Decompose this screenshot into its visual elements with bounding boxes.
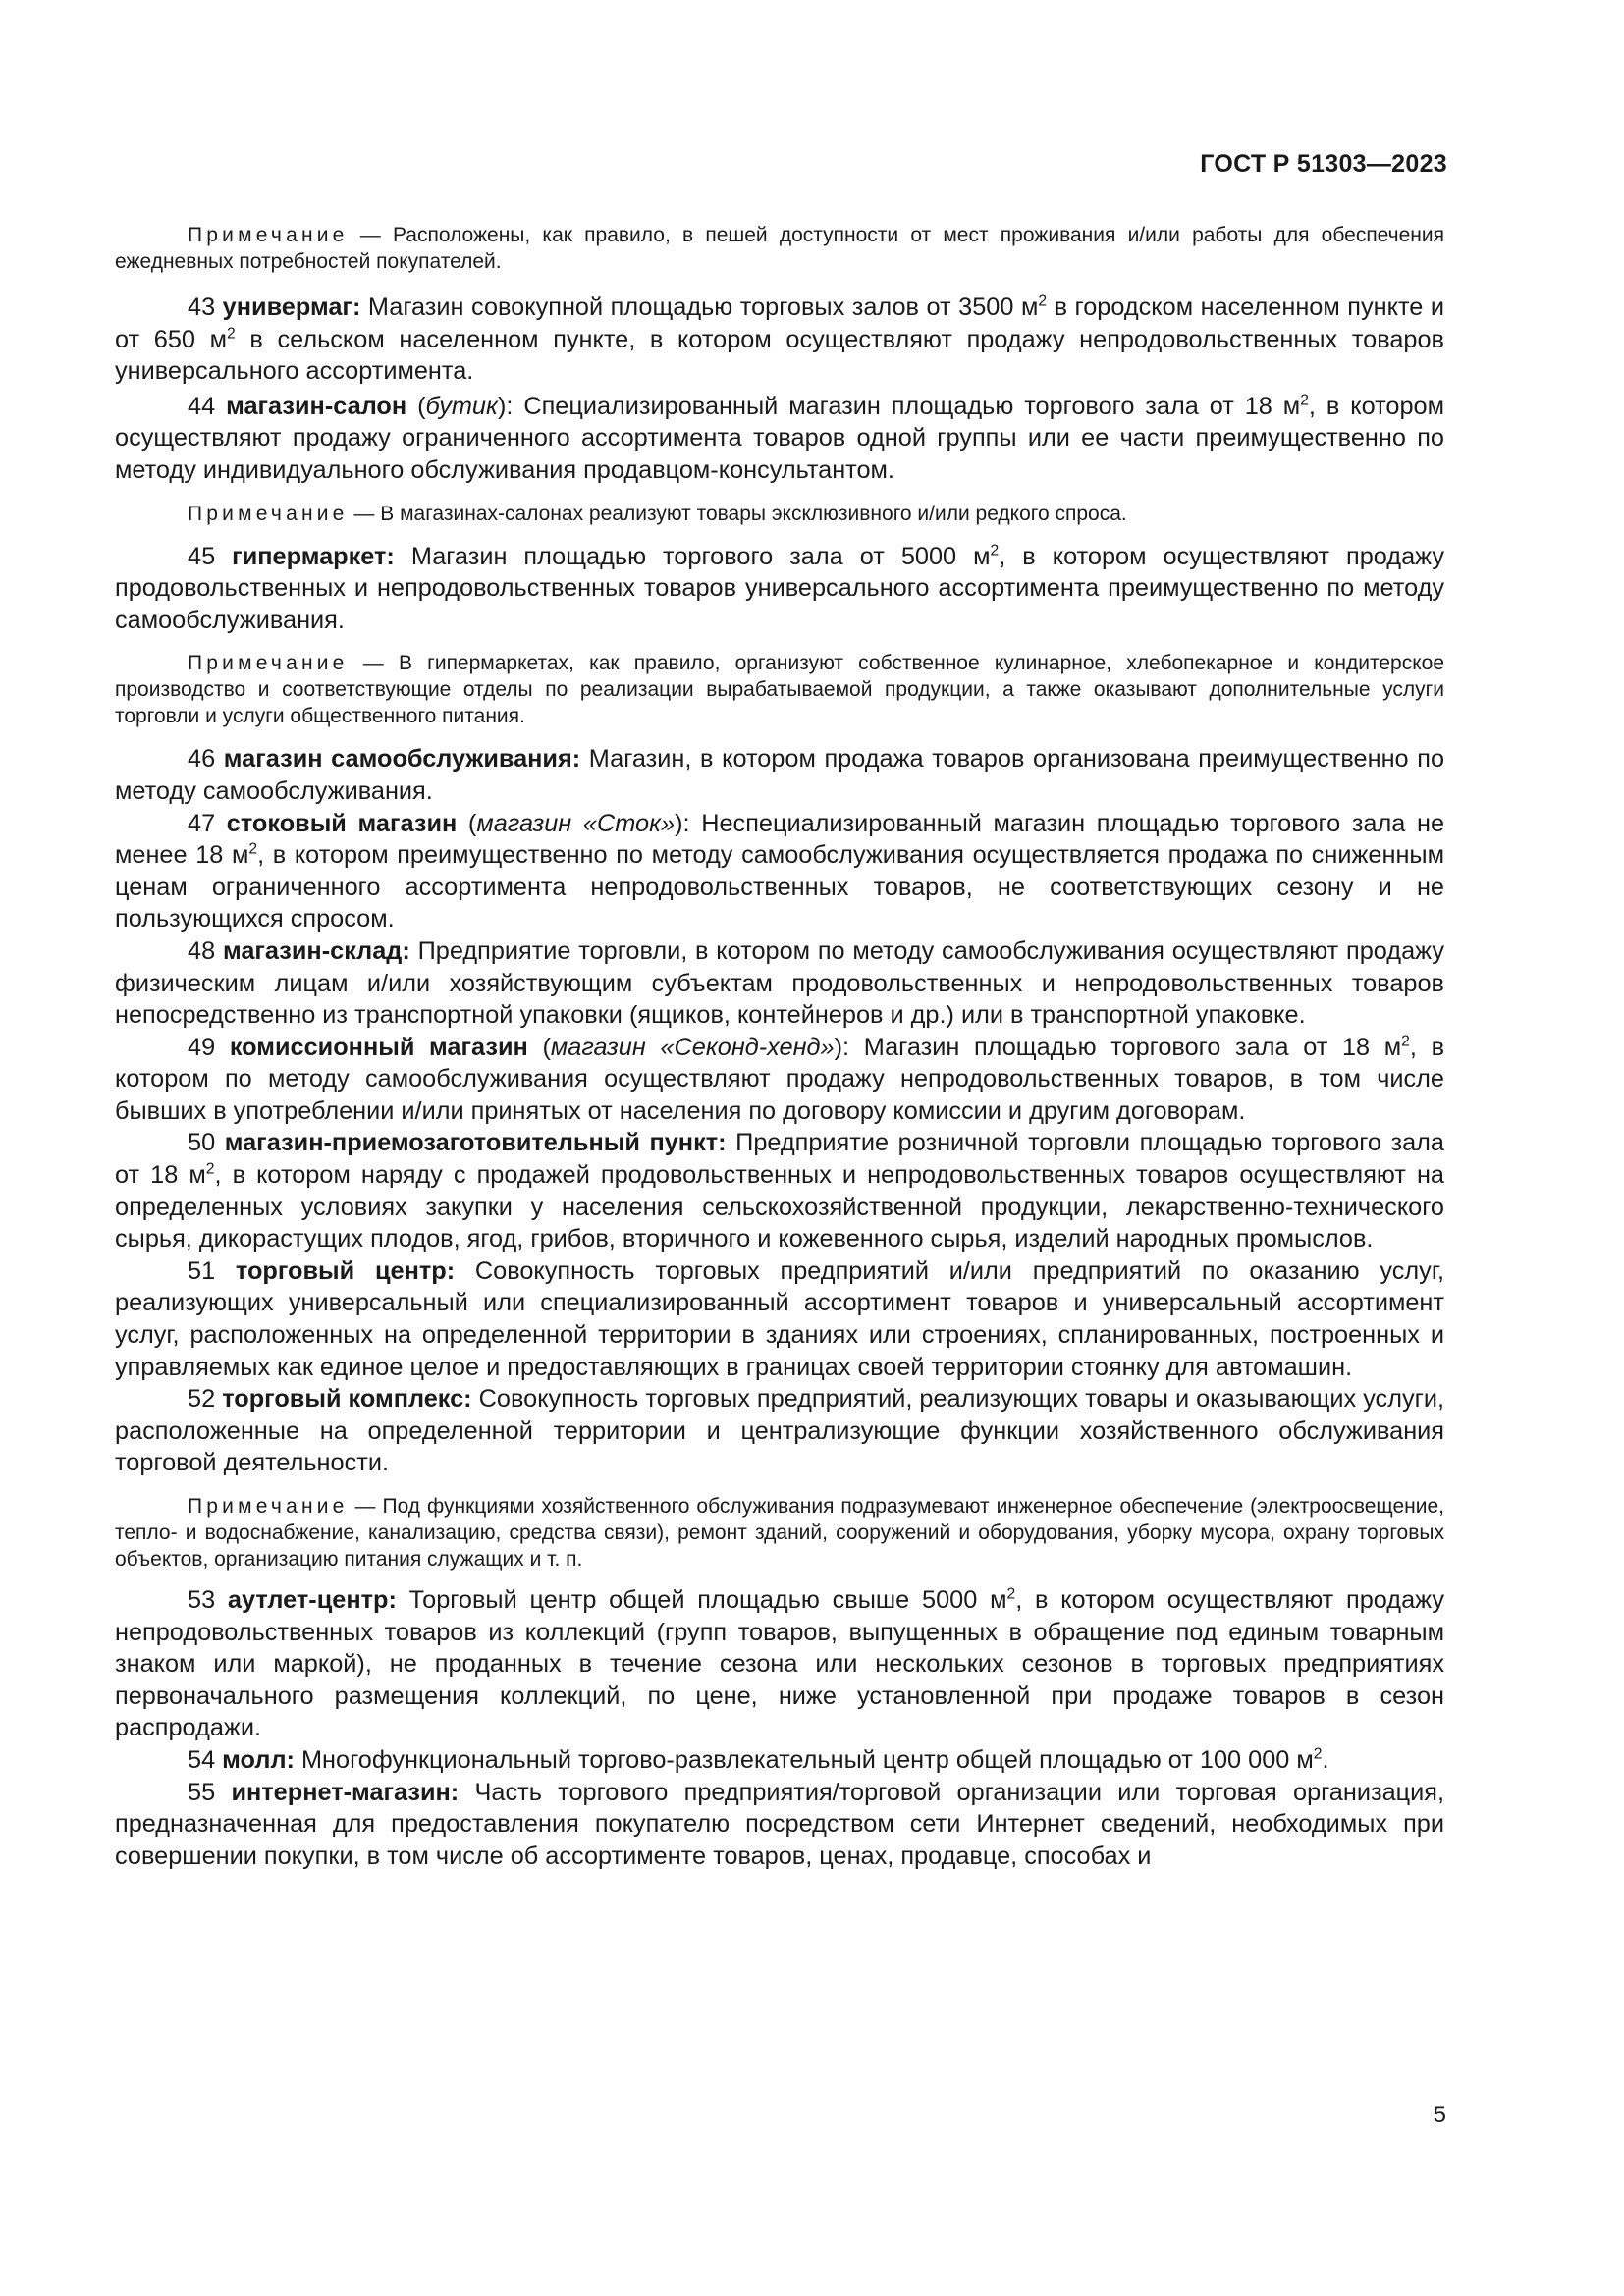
note-label: Примечание [188,224,349,246]
note-label: Примечание [188,1495,349,1518]
page-number: 5 [1433,2102,1446,2128]
term: стоковый магазин [226,809,458,837]
term: интернет-магазин: [231,1778,460,1806]
document-body [115,222,1444,1872]
term-entry-47: 47 стоковый магазин (магазин «Сток»): Неспециализированный магазин площадью торгового зала не менее 18 $м^2$, в котором преимущественно по методу самообслуживания осуществляется продажа по сниженным ценам ограниченного ассортимента непродовольственных товаров, не соответствующих сезону и не пользующихся спросом. [115,809,1445,934]
term: комиссионный магазин [229,1033,528,1061]
term-entry-49: 49 комиссионный магазин (магазин «Секонд-хенд»): Магазин площадью торгового зала от 18 $м^2$, в котором по методу самообслуживания осуществляют продажу непродовольственных товаров, в том числе бывших в употреблении и/или принятых от населения по договору комиссии и другим договорам. [115,1032,1445,1125]
term-entry-44: 44 магазин-салон (бутик): Специализированный магазин площадью торгового зала от 18 $м^2$, в котором осуществляют продажу ограниченного ассортимента товаров одной группы или ее части преимущественно по методу индивидуального обслуживания продавцом-консультантом. [115,392,1444,484]
term: магазин-приемозаготовительный пункт: [224,1129,727,1157]
term-entry-51: 51 торговый центр: Совокупность торговых предприятий и/или предприятий по оказанию услуг, реализующих универсальный или специализированный ассортимент товаров и универсальный ассортимент услуг, расположенных на определенной территории в зданиях или строениях, спланированных, построенных и управляемых как единое целое и предоставляющих в границах своей территории стоянку для автомашин. [115,1256,1444,1381]
term-entry-54: 54 молл: Многофункциональный торгово-развлекательный центр общей площадью от 100 000 $м^2$. [188,1745,1329,1774]
term: магазин-салон [226,392,407,420]
note-52: Примечание — Под функциями хозяйственного обслуживания подразумевают инженерное обеспечение (электроосвещение, тепло- и водоснабжение, канализацию, средства связи), ремонт зданий, сооружений и оборудования, уборку мусора, охрану торговых объектов, организацию питания служащих и т. п. [115,1495,1444,1571]
term-entry-52: 52 торговый комплекс: Совокупность торговых предприятий, реализующих товары и оказывающих услуги, расположенные на определенной территории и централизующие функции хозяйственного обслуживания торговой деятельности. [115,1385,1445,1477]
term-entry-48: 48 магазин-склад: Предприятие торговли, в котором по методу самообслуживания осуществляют продажу физическим лицам и/или хозяйствующим субъектам продовольственных и непродовольственных товаров непосредственно из транспортной упаковки (ящиков, контейнеров и др.) или в транспортной упаковке. [115,936,1444,1030]
term-entry-53: 53 аутлет-центр: Торговый центр общей площадью свыше 5000 $м^2$, в котором осуществляют продажу непродовольственных товаров из коллекций (групп товаров, выпущенных в обращение под единым товарным знаком или маркой), не проданных в течение сезона или нескольких сезонов в торговых предприятиях первоначального размещения коллекций, по цене, ниже установленной при продаже товаров в сезон распродажи. [115,1585,1444,1742]
term: молл: [222,1745,295,1774]
term: торговый комплекс: [222,1385,472,1414]
note-label: Примечание [188,652,349,675]
note-label: Примечание [188,502,349,525]
term: магазин-склад: [222,936,410,965]
term: аутлет-центр: [227,1586,397,1614]
term: универмаг: [222,294,361,321]
alt-term: магазин «Сток» [476,809,676,837]
document-code: ГОСТ Р 51303—2023 [1200,150,1447,178]
alt-term: магазин «Секонд-хенд» [550,1033,835,1061]
note-42: Примечание — Расположены, как правило, в пешей доступности от мест проживания и/или работы для обеспечения ежедневных потребностей покупателей. [115,224,1444,273]
term-entry-46: 46 магазин самообслуживания: Магазин, в котором продажа товаров организована преимущественно по методу самообслуживания. [115,745,1445,805]
term-entry-45: 45 гипермаркет: Магазин площадью торгового зала от 5000 $м^2$, в котором осуществляют продажу продовольственных и непродовольственных товаров универсального ассортимента преимущественно по методу самообслуживания. [115,541,1444,634]
alt-term: бутик [425,392,498,420]
term-entry-50: 50 магазин-приемозаготовительный пункт: Предприятие розничной торговли площадью торгового зала от 18 $м^2$, в котором наряду с продажей продовольственных и непродовольственных товаров осуществляют на определенных условиях закупки у населения сельскохозяйственной продукции, лекарственно-технического сырья, дикорастущих плодов, ягод, грибов, вторичного и кожевенного сырья, изделий народных промыслов. [115,1129,1444,1254]
note-45: Примечание — В гипермаркетах, как правило, организуют собственное кулинарное, хлебопекарное и кондитерское производство и соответствующие отделы по реализации вырабатываемой продукции, а также оказывают дополнительные услуги торговли и услуги общественного питания. [115,652,1444,728]
term-entry-55: 55 интернет-магазин: Часть торгового предприятия/торговой организации или торговая организация, предназначенная для предоставления покупателю посредством сети Интернет сведений, необходимых при совершении покупки, в том числе об ассортименте товаров, ценах, продавце, способах и [115,1778,1444,1870]
note-44: Примечание — В магазинах-салонах реализуют товары эксклюзивного и/или редкого спроса. [188,502,1127,525]
term-entry-43: 43 универмаг: Магазин совокупной площадью торговых залов от 3500 $м^2$ в городском населенном пункте и от 650 $м^2$ в сельском населенном пункте, в котором осуществляют продажу непродовольственных товаров универсального ассортимента. [115,293,1444,386]
term: торговый центр: [235,1256,456,1285]
term: магазин самообслуживания: [223,745,581,774]
term: гипермаркет: [232,542,395,570]
